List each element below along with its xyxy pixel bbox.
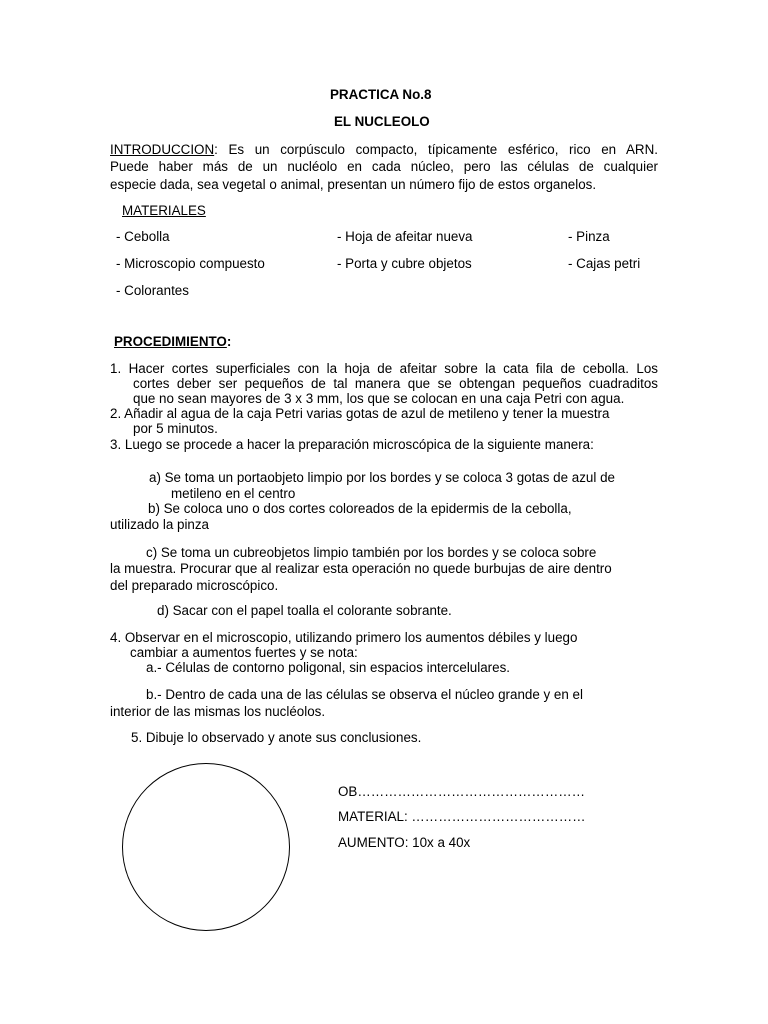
procedure-line: la muestra. Procurar que al realizar esta operación no quede burbujas de aire dentro bbox=[110, 561, 612, 576]
aumento-field: AUMENTO: 10x a 40x bbox=[338, 835, 471, 850]
intro-text: : Es un corpúsculo compacto, típicamente esférico, rico en ARN. bbox=[214, 142, 658, 157]
material-field: MATERIAL: ………………………………… bbox=[338, 809, 586, 824]
procedure-line: interior de las mismas los nucléolos. bbox=[110, 704, 326, 719]
procedure-heading bbox=[114, 334, 231, 349]
drawing-circle bbox=[122, 763, 290, 931]
procedure-line: a) Se toma un portaobjeto limpio por los bordes y se coloca 3 gotas de azul de bbox=[149, 470, 615, 485]
procedure-line: a.- Células de contorno poligonal, sin espacios intercelulares. bbox=[146, 660, 510, 675]
intro-line-1 bbox=[110, 142, 658, 157]
intro-label: INTRODUCCION bbox=[110, 142, 215, 157]
procedure-line: cortes deber ser pequeños de tal manera que se obtengan pequeños cuadraditos bbox=[133, 376, 658, 391]
procedure-line: metileno en el centro bbox=[171, 486, 296, 501]
material-item: - Microscopio compuesto bbox=[116, 256, 265, 271]
material-item: - Porta y cubre objetos bbox=[337, 256, 472, 271]
material-item: - Pinza bbox=[568, 229, 610, 244]
material-item: - Hoja de afeitar nueva bbox=[337, 229, 473, 244]
procedure-line: c) Se toma un cubreobjetos limpio también por los bordes y se coloca sobre bbox=[146, 545, 597, 560]
procedure-line: utilizado la pinza bbox=[110, 517, 210, 532]
procedure-line: por 5 minutos. bbox=[133, 421, 218, 436]
material-item: - Cebolla bbox=[116, 229, 170, 244]
procedure-line: 5. Dibuje lo observado y anote sus conclusiones. bbox=[131, 730, 422, 745]
procedure-line: 1. Hacer cortes superficiales con la hoja de afeitar sobre la cata fila de cebolla. Los bbox=[110, 361, 658, 376]
procedure-line: d) Sacar con el papel toalla el colorante sobrante. bbox=[157, 603, 452, 618]
materials-heading: MATERIALES bbox=[122, 203, 206, 218]
procedure-line: b) Se coloca uno o dos cortes coloreados de la epidermis de la cebolla, bbox=[148, 501, 572, 516]
procedure-line: que no sean mayores de 3 x 3 mm, los que se colocan en una caja Petri con agua. bbox=[133, 391, 625, 406]
intro-line-3: especie dada, sea vegetal o animal, presentan un número fijo de estos organelos. bbox=[110, 177, 597, 192]
ob-field: OB…………………………………………… bbox=[338, 784, 585, 799]
material-item: - Colorantes bbox=[116, 283, 189, 298]
intro-line-2: Puede haber más de un nucléolo en cada núcleo, pero las células de cualquier bbox=[110, 159, 658, 174]
page-subtitle: EL NUCLEOLO bbox=[334, 114, 430, 129]
procedure-line: cambiar a aumentos fuertes y se nota: bbox=[130, 645, 358, 660]
page-title: PRACTICA No.8 bbox=[330, 87, 432, 102]
procedure-heading-colon: : bbox=[226, 334, 232, 349]
procedure-line: 3. Luego se procede a hacer la preparación microscópica de la siguiente manera: bbox=[110, 437, 594, 452]
material-item: - Cajas petri bbox=[568, 256, 641, 271]
procedure-line: del preparado microscópico. bbox=[110, 578, 279, 593]
procedure-heading-label: PROCEDIMIENTO bbox=[114, 334, 227, 349]
procedure-line: 4. Observar en el microscopio, utilizando primero los aumentos débiles y luego bbox=[110, 630, 578, 645]
procedure-line: 2. Añadir al agua de la caja Petri varias gotas de azul de metileno y tener la muestra bbox=[110, 406, 610, 421]
procedure-line: b.- Dentro de cada una de las células se observa el núcleo grande y en el bbox=[146, 687, 583, 702]
